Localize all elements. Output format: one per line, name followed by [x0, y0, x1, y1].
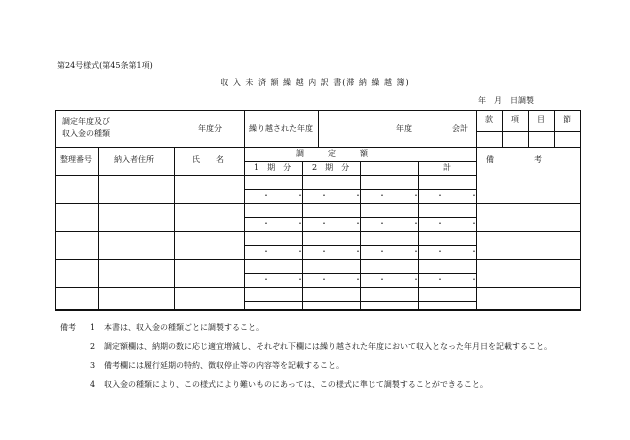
notes-section: [60, 318, 552, 394]
col-divider: [528, 111, 529, 147]
label-kou: 項: [511, 115, 519, 124]
date-placeholder: ・ ・: [262, 191, 313, 200]
date-placeholder: ・ ・: [378, 247, 429, 256]
date-placeholder: ・ ・: [378, 191, 429, 200]
date-placeholder: ・ ・: [262, 219, 313, 228]
date-placeholder: ・ ・: [436, 219, 487, 228]
row-divider-columns: [56, 175, 476, 176]
col-divider: [244, 111, 245, 309]
label-year-unit: 年度分: [198, 124, 222, 133]
data-row-line: [56, 203, 476, 204]
date-placeholder: ・ ・: [378, 275, 429, 284]
note-item: [60, 337, 552, 356]
note-item: [60, 318, 552, 337]
remarks-row-line: [476, 203, 580, 204]
note-text: 本書は、収入金の種類ごとに調製すること。: [104, 323, 264, 332]
note-text: 備考欄には履行延期の特約、徴収停止等の内容等を記載すること。: [104, 361, 344, 370]
col-name: 氏 名: [192, 155, 224, 164]
col-divider: [554, 111, 555, 147]
date-placeholder: ・ ・: [320, 247, 371, 256]
note-number: 3: [90, 361, 96, 370]
table-bottom-rule: [55, 309, 581, 311]
data-row-line: [56, 231, 476, 232]
col-divider: [502, 111, 503, 147]
label-setsu: 節: [563, 115, 571, 124]
col-divider: [174, 147, 175, 309]
row-divider-header: [56, 147, 580, 148]
date-placeholder: ・ ・: [320, 219, 371, 228]
date-placeholder: ・ ・: [320, 275, 371, 284]
col-period-2: 2 期 分: [312, 163, 350, 172]
note-item: [60, 356, 552, 375]
col-divider: [98, 147, 99, 309]
label-kan: 款: [485, 115, 493, 124]
label-fiscal-year-kind-2: 収入金の種類: [62, 129, 110, 138]
document-title: 収 入 未 済 額 繰 越 内 訳 書(滞 納 繰 越 簿): [220, 78, 410, 87]
col-total: 計: [443, 163, 451, 172]
col-remarks: 備 考: [486, 155, 542, 164]
label-moku: 目: [537, 115, 545, 124]
col-assessed-amount: 調 定 額: [296, 149, 368, 158]
label-year: 年度: [396, 124, 412, 133]
note-number: 1: [90, 323, 96, 332]
date-placeholder: ・ ・: [436, 191, 487, 200]
col-serial: 整理番号: [60, 155, 92, 164]
remarks-row-line: [476, 231, 580, 232]
date-placeholder: ・ ・: [436, 247, 487, 256]
note-text: 収入金の種類により、この様式により難いものにあっては、この様式に準じて調製することができること。: [104, 380, 488, 389]
col-divider: [418, 161, 419, 309]
col-divider: [318, 111, 319, 147]
form-number: 第24号様式(第45条第1項): [57, 61, 153, 70]
col-period-1: 1 期 分: [254, 163, 292, 172]
data-row-line: [56, 259, 476, 260]
data-row-line: [56, 287, 476, 288]
date-placeholder: ・ ・: [378, 219, 429, 228]
note-item: [60, 375, 552, 394]
note-number: 4: [90, 380, 96, 389]
label-carried-year: 繰り越された年度: [249, 124, 313, 133]
label-account: 会計: [452, 124, 468, 133]
remarks-row-line: [476, 287, 580, 288]
remarks-row-line: [476, 259, 580, 260]
notes-label: 備考: [60, 323, 76, 332]
note-text: 調定額欄は、納期の数に応じ適宜増減し、それぞれ下欄には繰り越された年度において収入となった年月日を記載すること。: [104, 342, 552, 351]
date-placeholder: ・ ・: [320, 191, 371, 200]
col-payer-address: 納入者住所: [114, 155, 154, 164]
date-placeholder: ・ ・: [262, 247, 313, 256]
carry-over-table: [55, 110, 581, 310]
col-divider: [360, 161, 361, 309]
label-fiscal-year-kind: 調定年度及び: [62, 117, 110, 126]
date-placeholder: ・ ・: [262, 275, 313, 284]
preparation-date: 年 月 日調製: [478, 96, 534, 105]
col-divider: [302, 161, 303, 309]
date-placeholder: ・ ・: [436, 275, 487, 284]
note-number: 2: [90, 342, 96, 351]
